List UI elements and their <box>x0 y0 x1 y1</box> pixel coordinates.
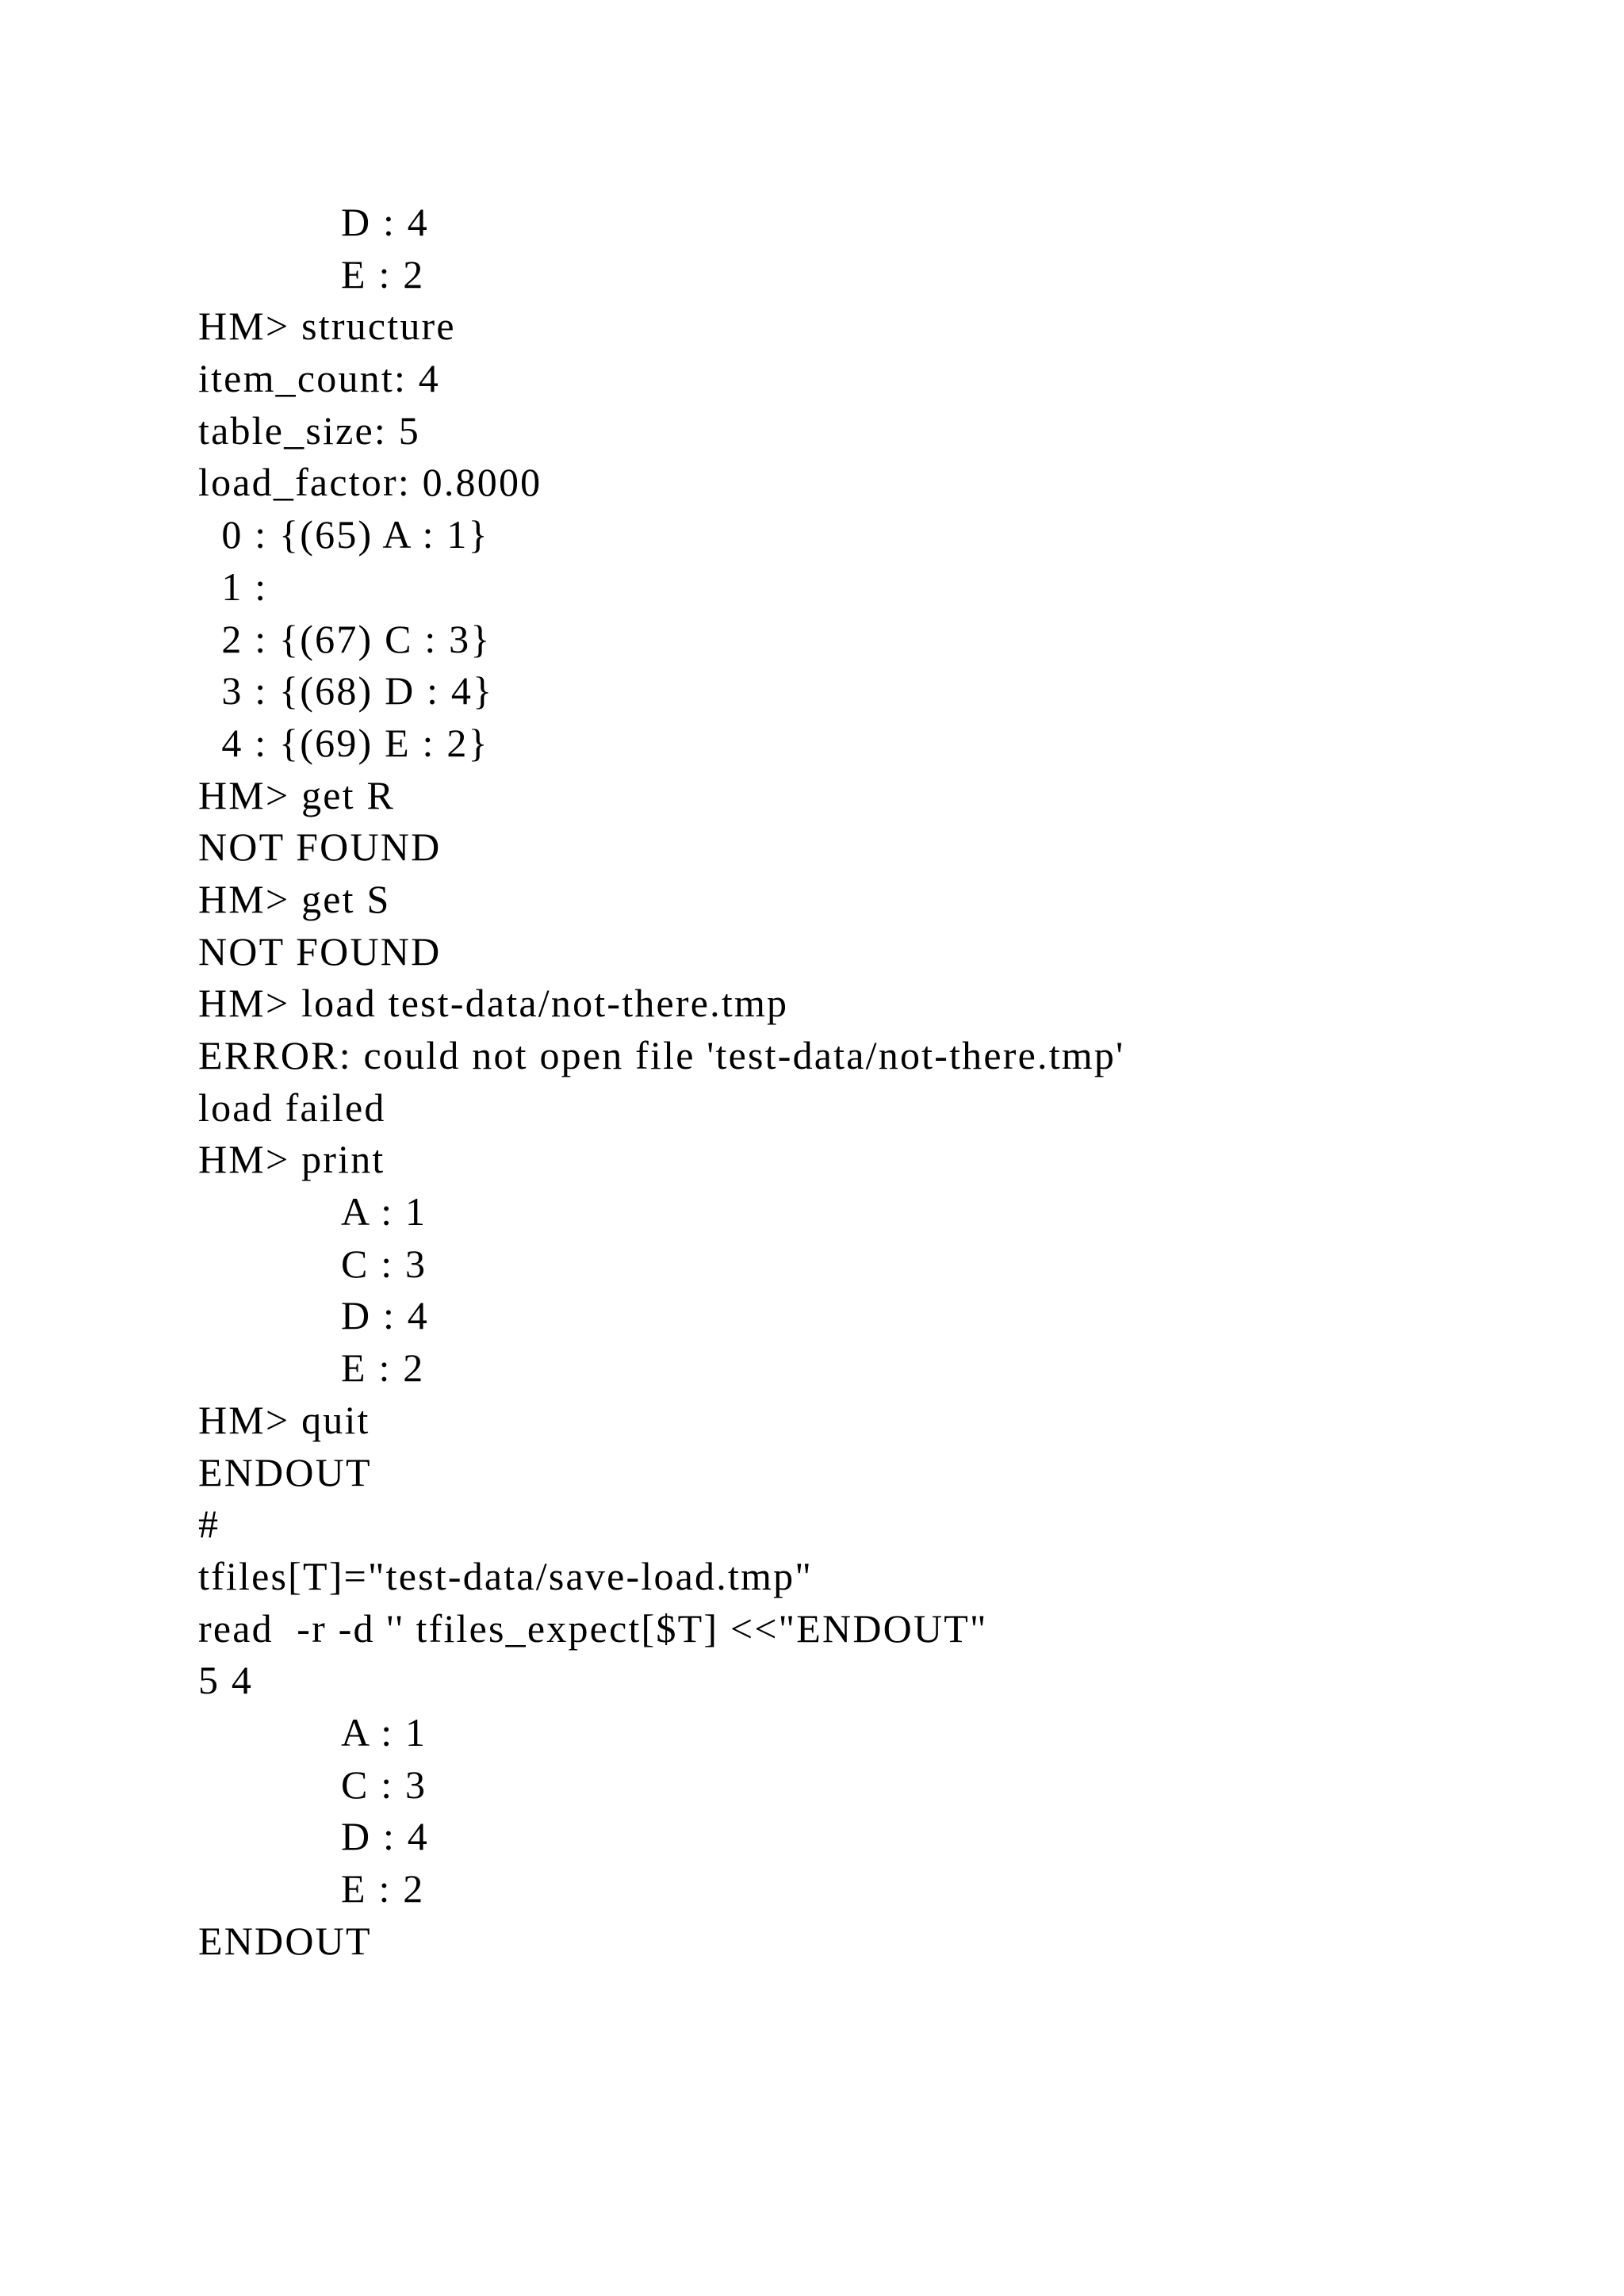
code-line: A : 1 <box>341 1709 427 1755</box>
code-line: ENDOUT <box>198 1918 372 1963</box>
code-line: E : 2 <box>341 251 425 297</box>
code-line: A : 1 <box>341 1189 427 1234</box>
code-line: 5 4 <box>198 1658 254 1703</box>
code-line: HM> get R <box>198 772 395 817</box>
code-line: HM> load test-data/not-there.tmp <box>198 981 789 1026</box>
code-line: C : 3 <box>341 1241 427 1286</box>
code-line: 1 : <box>198 564 268 609</box>
code-line: ENDOUT <box>198 1449 372 1494</box>
code-line: # <box>198 1502 220 1547</box>
code-line: 3 : {(68) D : 4} <box>198 668 494 714</box>
code-line: C : 3 <box>341 1762 427 1807</box>
code-line: HM> get S <box>198 876 391 921</box>
code-line: HM> quit <box>198 1397 370 1442</box>
code-line: load_factor: 0.8000 <box>198 460 542 505</box>
code-line: E : 2 <box>341 1345 425 1391</box>
code-line: load failed <box>198 1085 386 1130</box>
code-line: NOT FOUND <box>198 825 442 870</box>
code-line: D : 4 <box>341 1814 429 1859</box>
code-line: 2 : {(67) C : 3} <box>198 616 492 661</box>
code-line: HM> structure <box>198 304 456 349</box>
code-line: E : 2 <box>341 1866 425 1911</box>
code-line: table_size: 5 <box>198 408 420 453</box>
code-line: ERROR: could not open file 'test-data/not-there.tmp' <box>198 1033 1125 1077</box>
code-line: HM> print <box>198 1137 385 1182</box>
code-line: tfiles[T]="test-data/save-load.tmp" <box>198 1553 813 1598</box>
code-line: D : 4 <box>341 1293 429 1338</box>
code-line: 0 : {(65) A : 1} <box>198 512 489 557</box>
code-line: NOT FOUND <box>198 928 442 974</box>
code-line: D : 4 <box>341 200 429 244</box>
code-line: read -r -d '' tfiles_expect[$T] <<"ENDOUT" <box>198 1605 988 1651</box>
code-line: item_count: 4 <box>198 356 440 401</box>
code-line: 4 : {(69) E : 2} <box>198 720 489 765</box>
code-listing <box>198 197 1124 1967</box>
